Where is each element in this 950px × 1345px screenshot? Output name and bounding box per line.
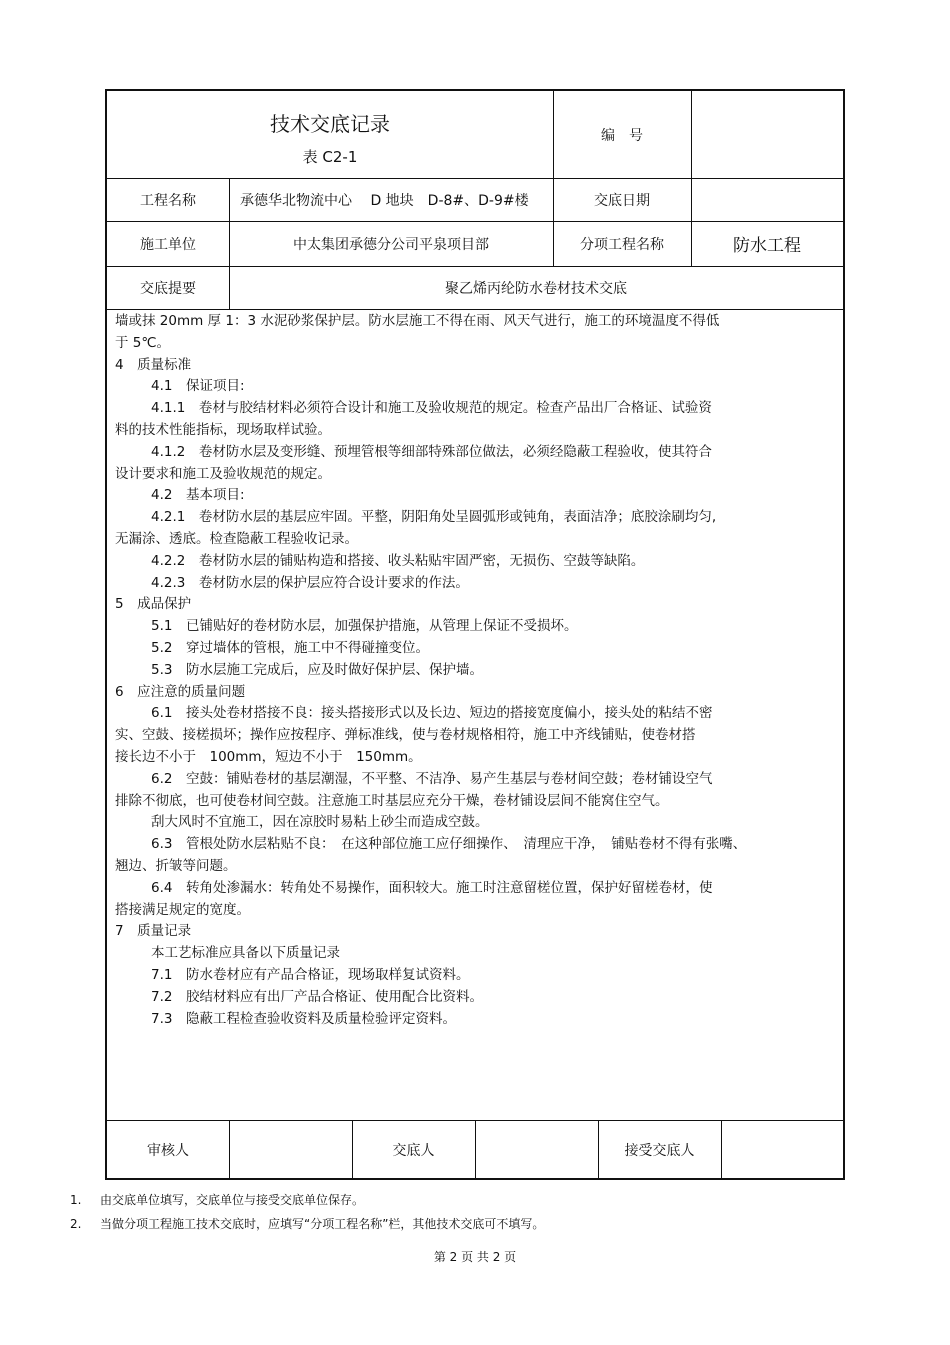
content-line: 排除不彻底，也可使卷材间空鼓。注意施工时基层应充分干燥，卷材铺设层间不能窝住空气。 <box>115 792 669 809</box>
content-line: 4.2 基本项目: <box>151 487 245 504</box>
content-line: 设计要求和施工及验收规范的规定。 <box>115 465 331 482</box>
content-line: 7.3 隐蔽工程检查验收资料及质量检验评定资料。 <box>151 1010 456 1027</box>
receiver-field[interactable] <box>721 1120 843 1180</box>
content-line: 接长边不小于 100mm，短边不小于 150mm。 <box>115 748 422 765</box>
project-name-label: 工程名称 <box>140 192 196 209</box>
content-line: 4.2.2 卷材防水层的铺贴构造和搭接、收头粘贴牢固严密，无损伤、空鼓等缺陷。 <box>151 552 645 569</box>
content-line: 刮大风时不宜施工，因在凉胶时易粘上砂尘而造成空鼓。 <box>151 814 489 831</box>
form-code: 表 C2-1 <box>302 147 358 166</box>
content-line: 无漏涂、透底。检查隐蔽工程验收记录。 <box>115 530 358 547</box>
subproject-label: 分项工程名称 <box>580 236 664 253</box>
project-name-value[interactable]: 承德华北物流中心 D 地块 D-8#、D-9#楼 <box>240 192 529 209</box>
discloser-label: 交底人 <box>392 1143 435 1159</box>
receiver-label: 接受交底人 <box>624 1143 695 1159</box>
content-line: 4.1 保证项目: <box>151 378 245 395</box>
note-text: 当做分项工程施工技术交底时，应填写“分项工程名称”栏，其他技术交底可不填写。 <box>100 1217 545 1231</box>
content-line: 4.1.1 卷材与胶结材料必须符合设计和施工及验收规范的规定。检查产品出厂合格证、试验资 <box>151 400 712 417</box>
content-line: 翘边、折皱等问题。 <box>115 857 237 874</box>
page-number: 第 2 页 共 2 页 <box>433 1250 517 1264</box>
contractor-label: 施工单位 <box>140 236 196 253</box>
content-line: 墙或抹 20mm 厚 1：3 水泥砂浆保护层。防水层施工不得在雨、风天气进行，施工的环境温度不得低 <box>115 313 720 329</box>
content-line: 7.2 胶结材料应有出厂产品合格证、使用配合比资料。 <box>151 988 483 1005</box>
disclosure-form <box>105 89 845 1180</box>
content-line: 4.2.1 卷材防水层的基层应牢固。平整，阴阳角处呈圆弧形或钝角，表面洁净；底胶涂刷均匀, <box>151 509 717 526</box>
content-line: 5.2 穿过墙体的管根，施工中不得碰撞变位。 <box>151 639 429 656</box>
content-line: 本工艺标准应具备以下质量记录 <box>151 945 340 962</box>
content-line: 6.2 空鼓：铺贴卷材的基层潮湿，不平整、不洁净、易产生基层与卷材间空鼓；卷材铺设空气 <box>151 770 713 787</box>
content-line: 5 成品保护 <box>115 596 192 613</box>
reviewer-label: 审核人 <box>147 1143 189 1159</box>
content-line: 4 质量标准 <box>115 356 192 373</box>
contractor-value[interactable]: 中太集团承德分公司平泉项目部 <box>293 236 489 253</box>
number-field[interactable] <box>691 91 843 178</box>
form-notes <box>70 1188 544 1236</box>
content-line: 实、空鼓、接槎损坏；操作应按程序、弹标准线，使与卷材规格相符，施工中齐线铺贴，使卷材搭 <box>115 727 696 744</box>
content-line: 4.1.2 卷材防水层及变形缝、预埋管根等细部特殊部位做法，必须经隐蔽工程验收，使其符合 <box>151 443 712 460</box>
content-line: 料的技术性能指标，现场取样试验。 <box>115 421 331 438</box>
number-label: 编 号 <box>601 127 643 144</box>
content-line: 6.4 转角处渗漏水：转角处不易操作，面积较大。施工时注意留槎位置，保护好留槎卷材，使 <box>151 879 713 896</box>
form-title: 技术交底记录 <box>270 111 390 136</box>
content-line: 7.1 防水卷材应有产品合格证，现场取样复试资料。 <box>151 966 470 983</box>
note-number: 1. <box>70 1193 82 1207</box>
subproject-value[interactable]: 防水工程 <box>733 236 801 256</box>
reviewer-field[interactable] <box>229 1120 352 1180</box>
note-item <box>70 1212 544 1236</box>
row-divider <box>107 309 843 310</box>
content-line: 5.1 已铺贴好的卷材防水层，加强保护措施，从管理上保证不受损坏。 <box>151 618 578 635</box>
content-line: 4.2.3 卷材防水层的保护层应符合设计要求的作法。 <box>151 574 469 591</box>
summary-label: 交底提要 <box>140 280 196 297</box>
content-line: 5.3 防水层施工完成后，应及时做好保护层、保护墙。 <box>151 661 483 678</box>
content-line: 于 5℃。 <box>115 334 171 351</box>
note-text: 由交底单位填写，交底单位与接受交底单位保存。 <box>100 1193 365 1207</box>
summary-value[interactable]: 聚乙烯丙纶防水卷材技术交底 <box>445 280 627 297</box>
note-number: 2. <box>70 1217 82 1231</box>
content-line: 6.3 管根处防水层粘贴不良： 在这种部位施工应仔细操作、 清理应干净， 铺贴卷材不得有张嘴、 <box>151 836 747 853</box>
disclosure-content <box>113 311 833 1030</box>
discloser-field[interactable] <box>475 1120 598 1180</box>
date-label: 交底日期 <box>594 192 650 209</box>
note-item <box>70 1188 544 1212</box>
content-line: 6.1 接头处卷材搭接不良：接头搭接形式以及长边、短边的搭接宽度偏小，接头处的粘结不密 <box>151 705 713 722</box>
content-line: 7 质量记录 <box>115 923 192 940</box>
content-line: 搭接满足规定的宽度。 <box>115 901 250 918</box>
date-field[interactable] <box>691 178 843 221</box>
content-line: 6 应注意的质量问题 <box>115 683 246 700</box>
